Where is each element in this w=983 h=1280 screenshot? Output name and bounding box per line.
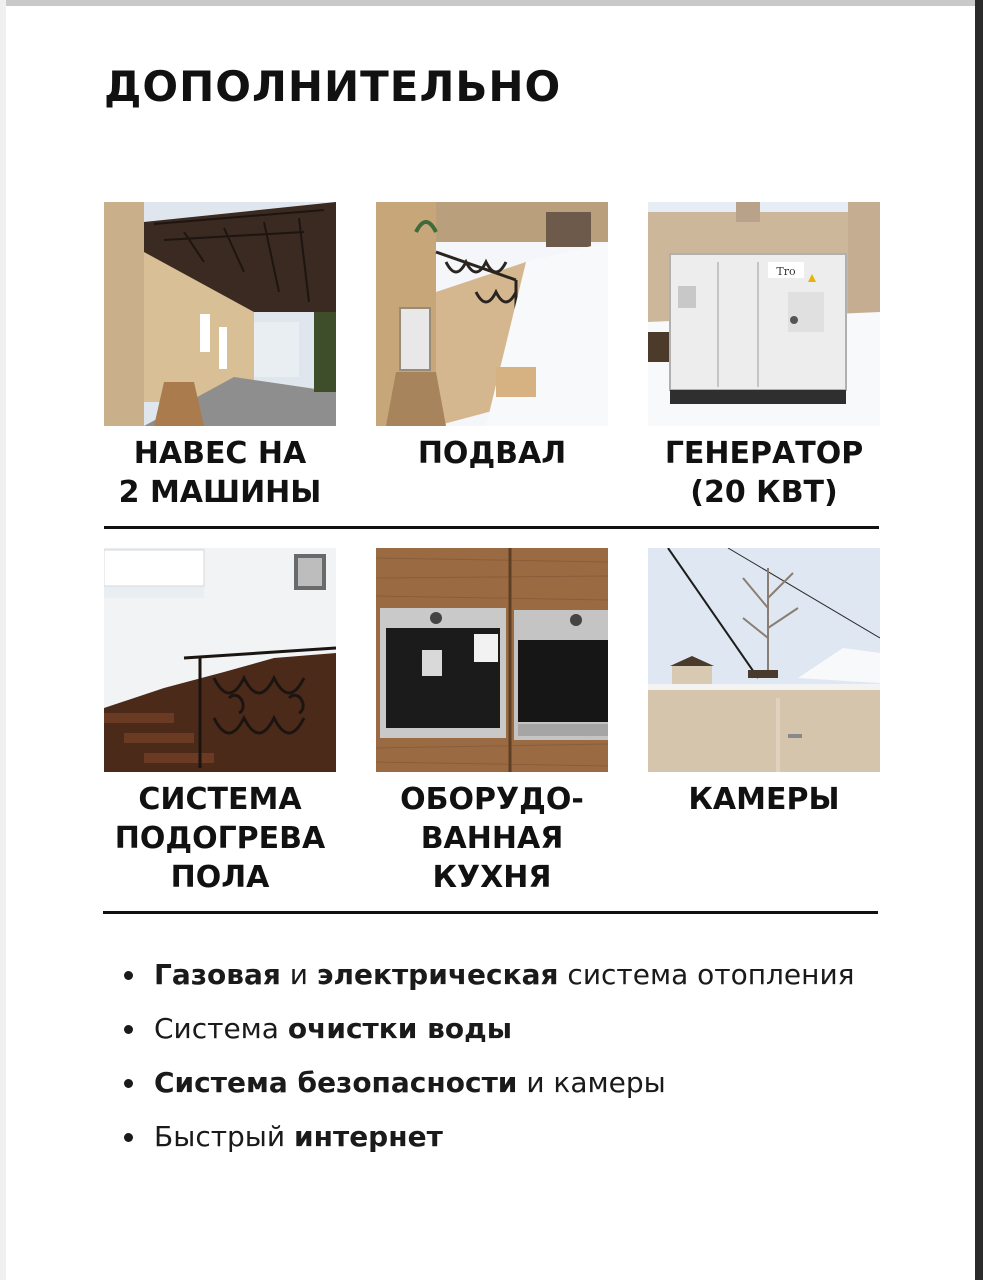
item-text: и камеры bbox=[517, 1066, 666, 1099]
bullet-icon bbox=[124, 1025, 133, 1034]
list-item bbox=[120, 1114, 855, 1168]
section-divider bbox=[104, 526, 879, 529]
feature-caption: НАВЕС НА 2 МАШИНЫ bbox=[118, 436, 322, 510]
feature-caption: КАМЕРЫ bbox=[688, 782, 840, 817]
feature-card-cameras bbox=[648, 548, 880, 819]
feature-card-kitchen bbox=[376, 548, 608, 897]
item-text-bold: Система безопасности bbox=[154, 1066, 518, 1099]
item-text: система отопления bbox=[558, 958, 855, 991]
feature-caption: ГЕНЕРАТОР (20 КВТ) bbox=[664, 436, 864, 510]
feature-card-generator bbox=[648, 202, 880, 512]
bullet-icon bbox=[124, 1133, 133, 1142]
item-text-bold: интернет bbox=[294, 1120, 443, 1153]
item-text-bold: электрическая bbox=[316, 958, 559, 991]
window-left-border bbox=[0, 0, 6, 1280]
window-top-border bbox=[0, 0, 983, 6]
generator-brand: Tro bbox=[776, 265, 796, 278]
list-item bbox=[120, 1006, 855, 1060]
cameras-photo bbox=[648, 548, 880, 772]
feature-card-carport bbox=[104, 202, 336, 512]
section-divider bbox=[103, 911, 878, 914]
staircase-photo bbox=[104, 548, 336, 772]
item-text: и bbox=[280, 958, 317, 991]
page-title: ДОПОЛНИТЕЛЬНО bbox=[104, 62, 562, 111]
generator-photo bbox=[648, 202, 880, 426]
features-list bbox=[120, 952, 855, 1168]
window-right-border bbox=[975, 0, 983, 1280]
kitchen-photo bbox=[376, 548, 608, 772]
basement-photo bbox=[376, 202, 608, 426]
feature-caption: СИСТЕМА ПОДОГРЕВА ПОЛА bbox=[114, 782, 326, 895]
feature-caption: ОБОРУДО- ВАННАЯ КУХНЯ bbox=[400, 782, 584, 895]
list-item bbox=[120, 952, 855, 1006]
feature-card-basement bbox=[376, 202, 608, 473]
item-text-bold: очистки воды bbox=[287, 1012, 513, 1045]
item-text-bold: Газовая bbox=[154, 958, 281, 991]
item-text: Быстрый bbox=[154, 1120, 294, 1153]
bullet-icon bbox=[124, 971, 133, 980]
carport-photo bbox=[104, 202, 336, 426]
feature-caption: ПОДВАЛ bbox=[417, 436, 567, 471]
bullet-icon bbox=[124, 1079, 133, 1088]
list-item bbox=[120, 1060, 855, 1114]
feature-card-floor-heating bbox=[104, 548, 336, 897]
item-text: Система bbox=[154, 1012, 288, 1045]
